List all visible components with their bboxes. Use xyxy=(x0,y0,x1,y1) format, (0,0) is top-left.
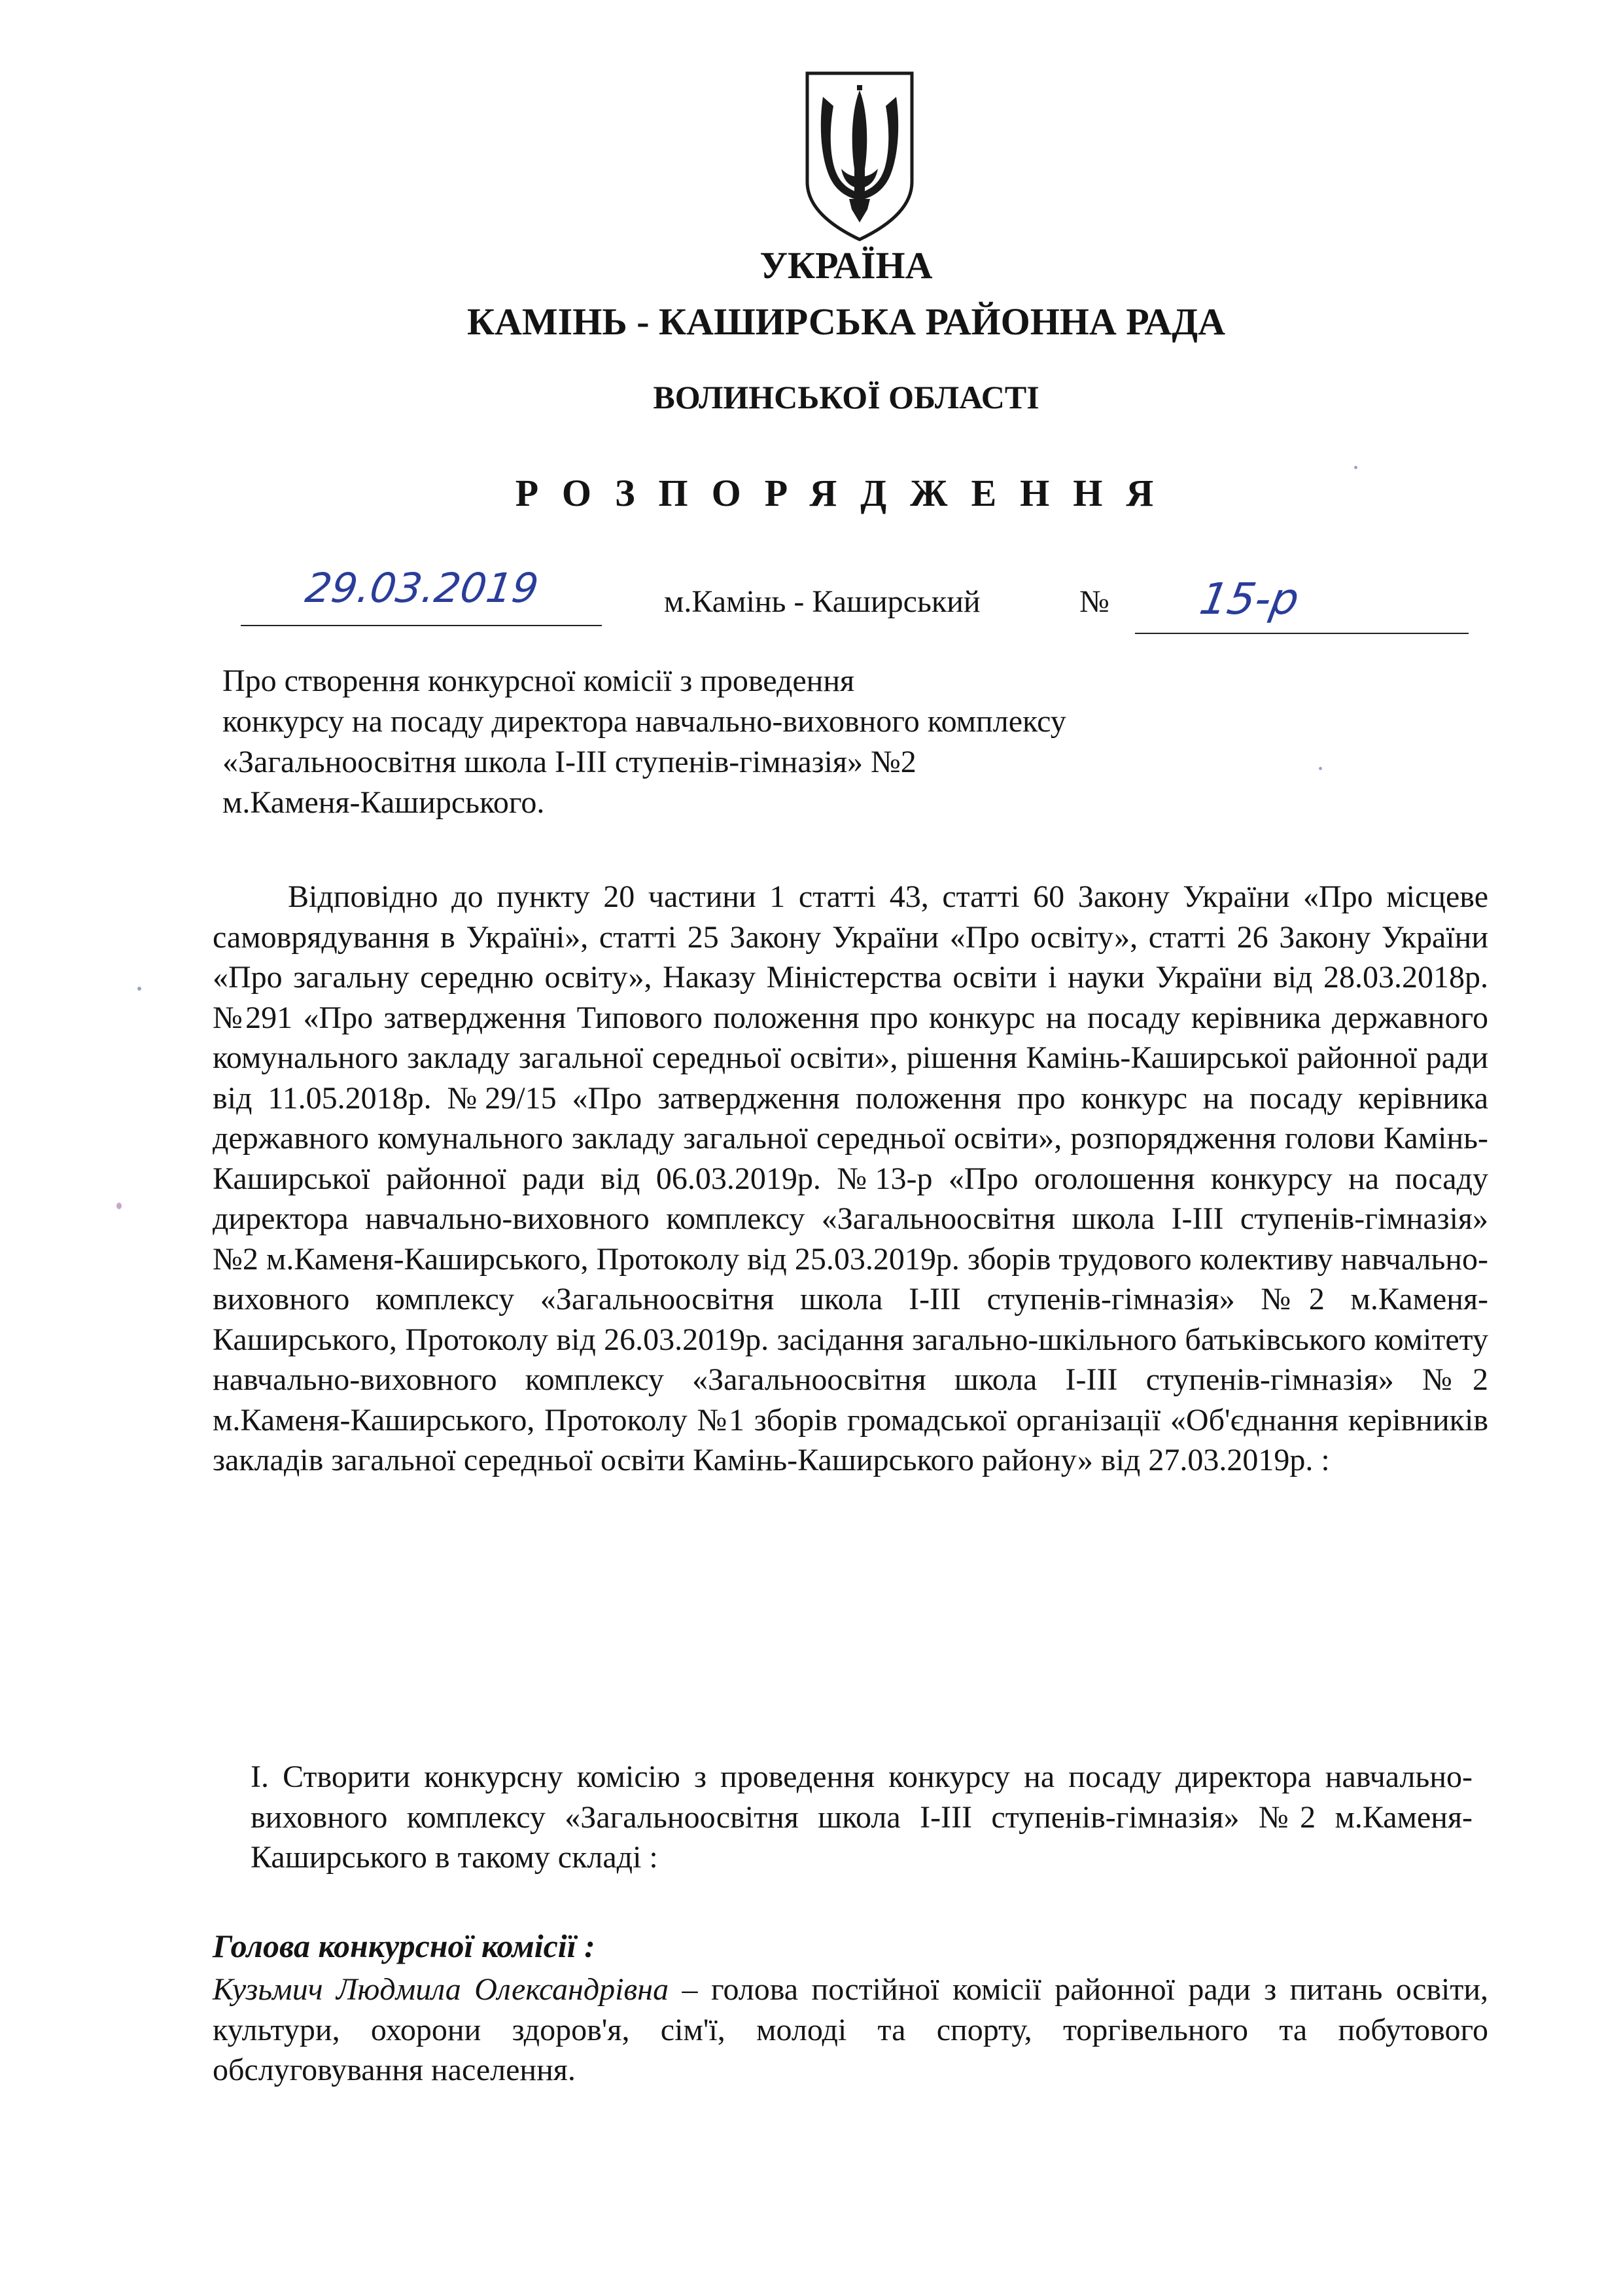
number-underline xyxy=(1135,633,1469,634)
scan-speck xyxy=(116,1203,122,1209)
document-subject xyxy=(222,661,1335,823)
commission-head-title: Голова конкурсної комісії : xyxy=(213,1928,595,1964)
subject-line: Про створення конкурсної комісії з проведення xyxy=(222,663,855,698)
region-heading: ВОЛИНСЬКОЇ ОБЛАСТІ xyxy=(653,379,1039,415)
document-place: м.Камінь - Каширський xyxy=(664,584,981,619)
subject-line: конкурсу на посаду директора навчально-виховного комплексу xyxy=(222,704,1066,739)
document-date: 29.03.2019 xyxy=(302,564,542,612)
preamble-paragraph: Відповідно до пункту 20 частини 1 статті 43, статті 60 Закону України «Про місцеве самоврядування в Україні», статті 25 Закону України «Про освіту», статті 26 Закону України «Про загальну середню освіту», Наказу Міністерства освіти і науки України від 28.03.2018р. №291 «Про затвердження Типового положення про конкурс на посаду керівника державного комунального закладу загальної середньої освіти», рішення Камінь-Каширської районної ради від 11.05.2018р. №29/15 «Про затвердження положення про конкурс на посаду керівника державного комунального закладу загальної середньої освіти», розпорядження голови Камінь-Каширської районної ради від 06.03.2019р. №13-р «Про оголошення конкурсу на посаду директора навчально-виховного комплексу «Загальноосвітня школа І-ІІІ ступенів-гімназія» №2 м.Каменя-Каширського, Протоколу від 25.03.2019р. зборів трудового колективу навчально-виховного комплексу «Загальноосвітня школа І-ІІІ ступенів-гімназія» №2 м.Каменя-Каширського, Протоколу від 26.03.2019р. засідання загально-шкільного батьківського комітету навчально-виховного комплексу «Загальноосвітня школа І-ІІІ ступенів-гімназія» №2 м.Каменя-Каширського, Протоколу №1 зборів громадської організації «Об'єднання керівників закладів загальної середньої освіти Камінь-Каширського району» від 27.03.2019р. : xyxy=(213,879,1488,1477)
subject-line: «Загальноосвітня школа І-ІІІ ступенів-гімназія» №2 xyxy=(222,745,916,779)
commission-head-name: Кузьмич Людмила Олександрівна xyxy=(213,1972,669,2007)
country-heading: УКРАЇНА xyxy=(759,244,933,287)
document-number: 15-р xyxy=(1196,574,1303,624)
scan-speck xyxy=(137,987,141,991)
scan-speck xyxy=(1319,767,1322,770)
number-sign: № xyxy=(1079,584,1109,619)
date-underline xyxy=(241,625,602,626)
coat-of-arms-trident-icon xyxy=(803,71,916,242)
council-heading: КАМІНЬ - КАШИРСЬКА РАЙОННА РАДА xyxy=(466,300,1225,343)
scan-speck xyxy=(1354,466,1357,469)
commission-head-entry xyxy=(213,1969,1488,2091)
subject-line: м.Каменя-Каширського. xyxy=(222,785,545,820)
commission-head-description: – голова постійної комісії районної ради з питань освіти, культури, охорони здоров'я, сім'ї, молоді та спорту, торгівельного та побутового обслуговування населення. xyxy=(213,1972,1489,2087)
order-item-one: І. Створити конкурсну комісію з проведення конкурсу на посаду директора навчально-виховного комплексу «Загальноосвітня школа І-ІІІ ступенів-гімназія» №2 м.Каменя-Каширського в такому складі : xyxy=(251,1759,1473,1875)
document-type-heading: РОЗПОРЯДЖЕННЯ xyxy=(515,472,1178,514)
